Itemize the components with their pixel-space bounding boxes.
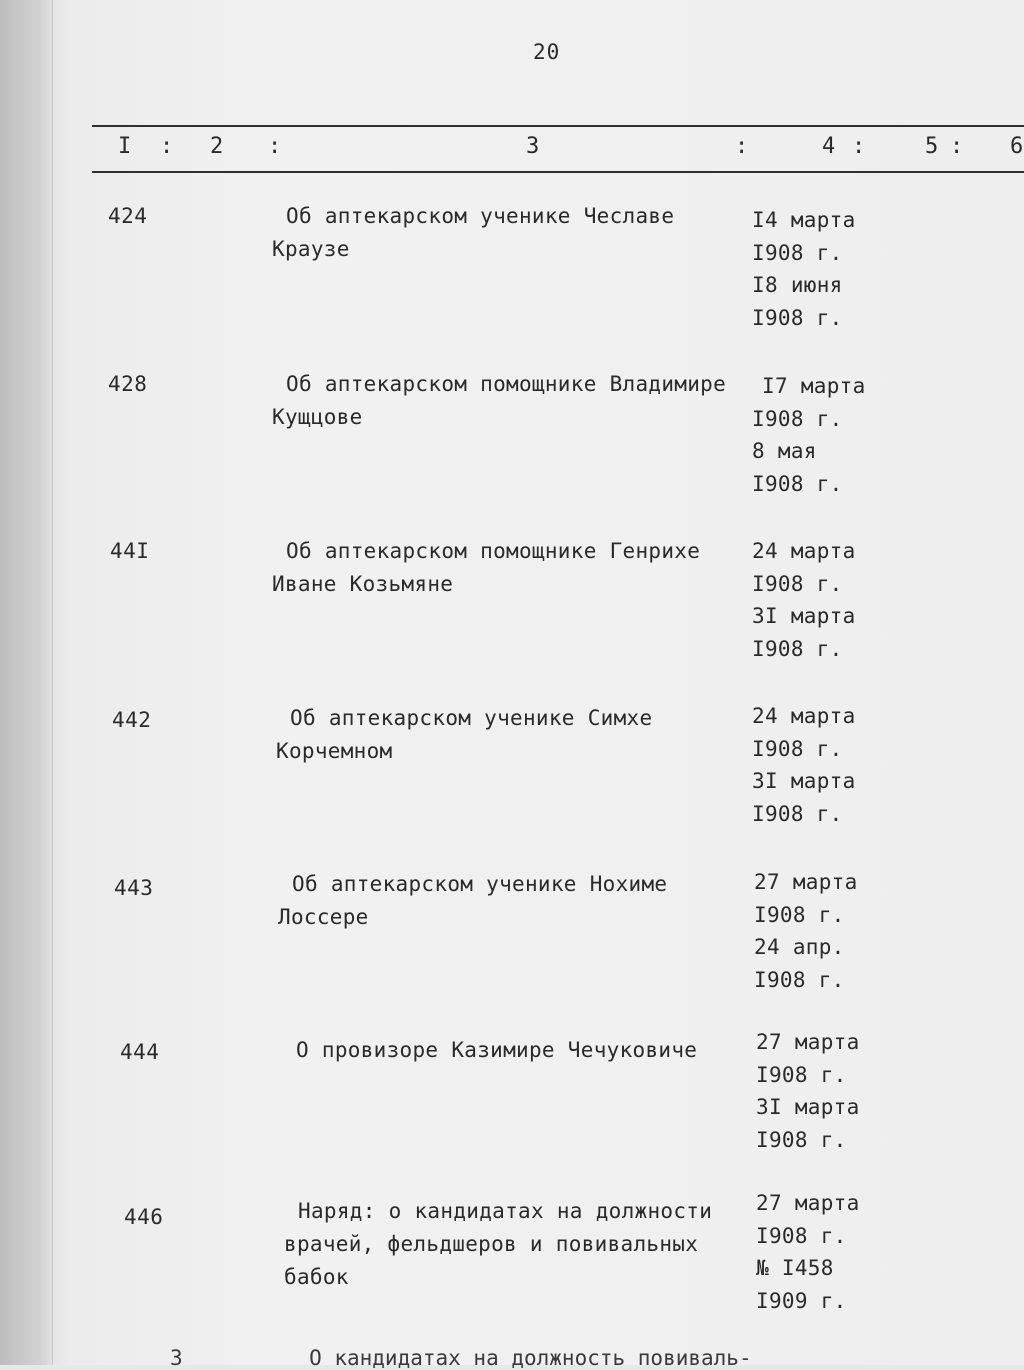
entry-date-line: 24 марта — [752, 704, 856, 728]
entry-dates — [756, 1026, 926, 1156]
entry-title — [272, 200, 742, 266]
column-header-6: 6 — [1010, 134, 1024, 159]
entry-title-line: Об аптекарском ученике Чеславе — [286, 204, 675, 228]
entry-number: 424 — [108, 204, 148, 228]
entry-number: 444 — [120, 1040, 160, 1064]
entry-number: 44I — [110, 539, 150, 563]
register-entry — [0, 702, 1024, 862]
entry-date-line: I908 г. — [752, 471, 843, 496]
entry-title — [282, 1034, 752, 1067]
entry-title-line: Об аптекарском ученике Нохиме — [292, 872, 668, 896]
register-entry — [0, 1191, 1024, 1355]
entry-date-line: I8 июня — [752, 273, 843, 297]
entry-title-line: О провизоре Казимире Чечуковиче — [296, 1038, 698, 1062]
column-separator: : — [160, 134, 174, 159]
entry-date-line: I908 г. — [752, 406, 843, 431]
column-header-5: 5 — [925, 134, 939, 159]
entry-title-line: Кущцове — [272, 405, 363, 429]
entry-title-line: врачей, фельдшеров и повивальных — [284, 1232, 699, 1256]
entry-date-line: I908 г. — [752, 801, 843, 826]
entry-number: 442 — [112, 708, 152, 732]
entry-title — [284, 1195, 754, 1294]
entry-date-line: I908 г. — [754, 967, 845, 992]
column-header-1: I — [118, 134, 132, 159]
register-entry — [0, 535, 1024, 695]
entry-date-line: 24 апр. — [754, 935, 845, 959]
entry-title-line: Наряд: о кандидатах на должности — [298, 1199, 713, 1223]
entry-date-line: 8 мая — [752, 439, 817, 463]
entry-date-line: I908 г. — [752, 240, 843, 265]
entry-dates — [752, 370, 932, 500]
entry-date-line: I908 г. — [752, 571, 843, 596]
column-separator: : — [268, 134, 282, 159]
column-header-4: 4 — [822, 134, 836, 159]
entry-date-line: I908 г. — [752, 305, 843, 330]
entry-title-line: Корчемном — [276, 739, 393, 763]
entry-title — [272, 368, 742, 434]
entry-number: 428 — [108, 372, 148, 396]
header-bottom-rule — [92, 171, 1024, 173]
entry-date-line: I908 г. — [756, 1062, 847, 1087]
entry-dates — [752, 204, 922, 334]
entry-title — [278, 868, 748, 934]
register-entry — [0, 200, 1024, 360]
entry-date-line: 3I марта — [756, 1095, 860, 1119]
column-separator: : — [735, 134, 749, 159]
entry-date-line: I7 марта — [762, 374, 866, 398]
header-top-rule — [92, 125, 1024, 127]
entry-date-line: I908 г. — [752, 636, 843, 661]
register-entry — [0, 368, 1024, 528]
entry-date-line: 27 марта — [756, 1191, 860, 1215]
entry-title-line: Краузе — [272, 237, 350, 261]
register-entry — [0, 1030, 1024, 1194]
entry-title-line: Лоссере — [278, 905, 369, 929]
entry-number: 446 — [124, 1205, 164, 1229]
footer-cut-off-line: 3 О кандидатах на должность повиваль- — [170, 1346, 752, 1370]
entry-date-line: I908 г. — [756, 1223, 847, 1248]
entry-dates — [754, 866, 924, 996]
entry-date-line: № I458 — [756, 1256, 834, 1280]
entry-date-line: I909 г. — [756, 1288, 847, 1313]
entry-title-line: Об аптекарском помощнике Владимире — [286, 372, 727, 396]
column-header-2: 2 — [210, 134, 224, 159]
entry-date-line: I908 г. — [756, 1127, 847, 1152]
entry-date-line: I908 г. — [752, 736, 843, 761]
entry-title-line: Об аптекарском помощнике Генрихе — [286, 539, 701, 563]
entry-title-line: Иване Козьмяне — [272, 572, 454, 596]
entry-date-line: I4 марта — [752, 208, 856, 232]
entry-dates — [752, 535, 922, 665]
column-separator: : — [950, 134, 964, 159]
entry-date-line: 27 марта — [756, 1030, 860, 1054]
column-header-3: 3 — [526, 134, 540, 159]
page-number: 20 — [533, 40, 561, 64]
entry-date-line: 3I марта — [752, 769, 856, 793]
register-entry — [0, 868, 1024, 1028]
column-separator: : — [852, 134, 866, 159]
entry-dates — [752, 700, 922, 830]
entry-number: 443 — [114, 876, 154, 900]
entry-date-line: 3I марта — [752, 604, 856, 628]
entry-title-line: бабок — [284, 1265, 349, 1289]
entry-title-line: Об аптекарском ученике Симхе — [290, 706, 653, 730]
entry-title — [272, 535, 742, 601]
entry-dates — [756, 1187, 926, 1317]
entry-date-line: 27 марта — [754, 870, 858, 894]
entry-title — [276, 702, 746, 768]
entry-date-line: I908 г. — [754, 902, 845, 927]
entry-date-line: 24 марта — [752, 539, 856, 563]
